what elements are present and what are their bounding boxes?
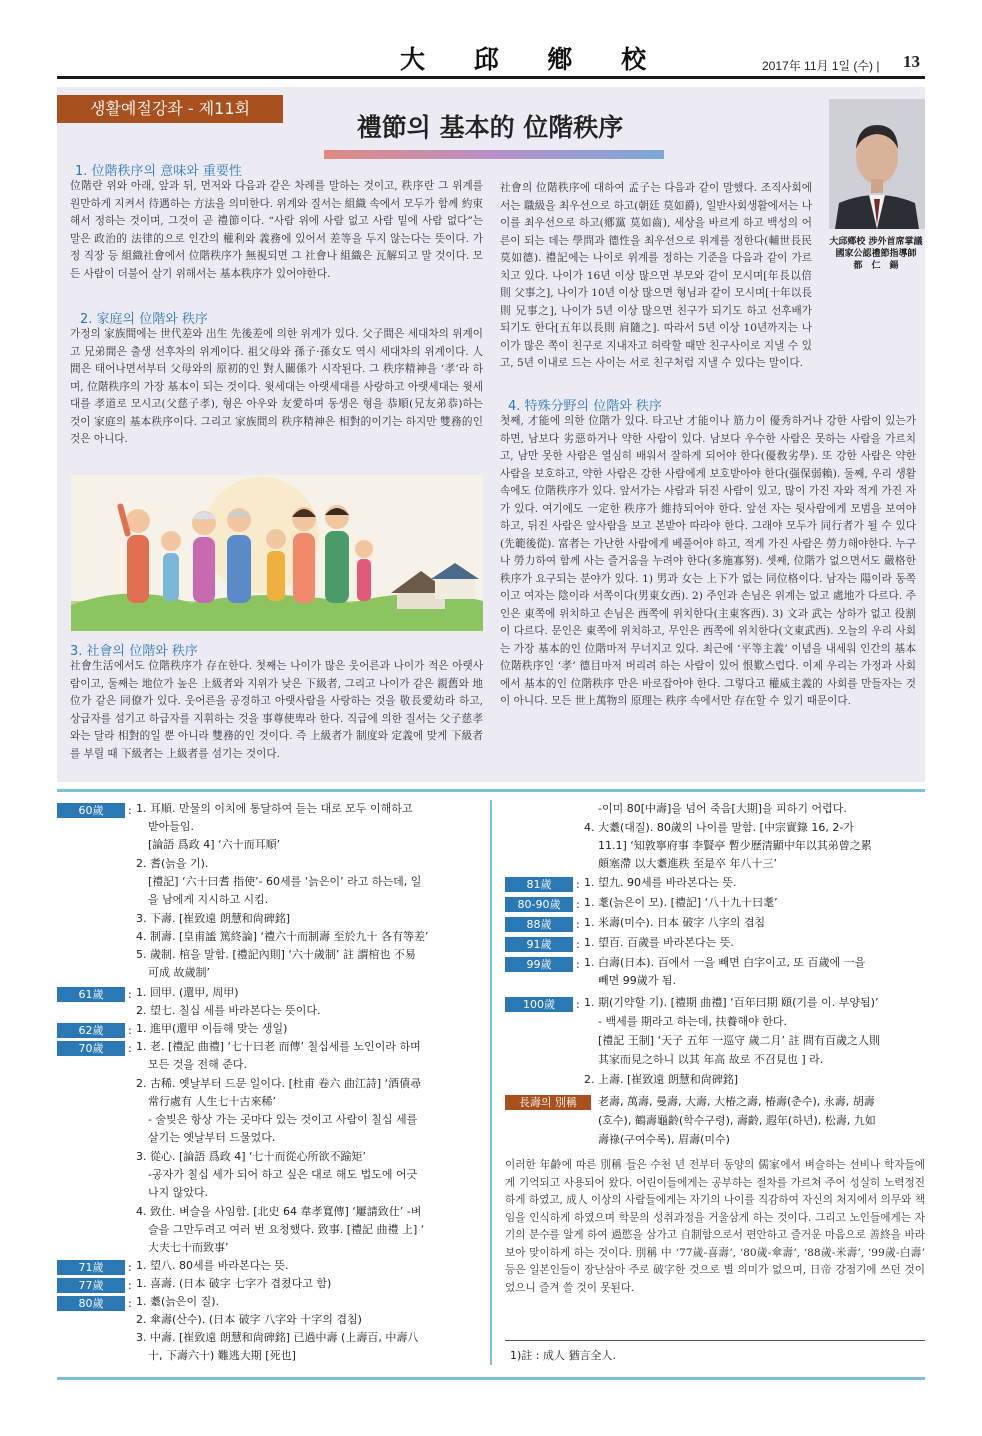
- age-badge: 81歲: [505, 877, 573, 892]
- section-body-3-cont: 社會의 位階秩序에 대하여 孟子는 다음과 같이 말했다. 조직사회에서는 職級을 최우선으로 하고(朝廷 莫如爵), 일반사회생활에서는 나이를 최우선으로 하고(鄕黨 莫如齒), 세상을 바르게 하고 백성의 어른이 되는 데는 學問과 德性을 최우선으로 위계를 정한다(輔世長民 莫如德). 禮記에는 나이로 위계를 정하는 기준을 다음과 같이 가르치고 있다. 나이가 16년 이상 많으면 부모와 같이 모시며[年長以倍則 父事之], 나이가 10년 이상 많으면 형님과 같이 모시며[十年以長則 兄事之], 나이가 5년 이상 많으면 친구가 되기도 하고 선후배가 되기도 한다[五年以長則 肩隨之]. 따라서 5년 이상 10년까지는 나이가 많은 쪽이 친구로 지내자고 허락할 때만 친구사이로 지낼 수 있고, 5년 이내로 드는 사이는 서로 친구처럼 지낼 수 있다는 말이다.: [500, 182, 812, 369]
- glossary-line: 1. 白壽(日本). 百에서 一을 빼면 白字이고, 또 百歲에 一을: [584, 956, 866, 969]
- glossary-line: 1. 喜壽. (日本 破字 七字가 겹쳤다고 함): [136, 1277, 332, 1290]
- author-title-1: 大邱鄕校 涉外首席掌議: [829, 237, 923, 247]
- issue-date: 2017年 11月 1일 (수) |: [762, 59, 880, 73]
- age-badge: 61歲: [57, 987, 125, 1002]
- age-badge: 62歲: [57, 1023, 125, 1038]
- glossary-line: 老壽, 萬壽, 曼壽, 大壽, 大椿之壽, 椿壽(춘수), 永壽, 胡壽: [598, 1095, 875, 1108]
- glossary-line: 을 남에게 지시하고 시킴.: [148, 893, 269, 906]
- section-heading-4: 4. 特殊分野의 位階와 秩序: [508, 399, 662, 414]
- glossary-line: 살기는 옛날부터 드물었다.: [148, 1131, 276, 1144]
- author-caption: [822, 236, 930, 272]
- glossary-line: 1. 米壽(미수). 日本 破字 八字의 겹침: [584, 916, 766, 929]
- glossary-line: 1. 望八. 80세를 바라본다는 뜻.: [136, 1259, 289, 1272]
- glossary-line: 1. 進甲(還甲 이듬해 맞는 생일): [136, 1022, 288, 1035]
- glossary-line: [禮記 王制] ‘天子 五年 一巡守 歲二月’ 註 問有百歲之人則: [598, 1034, 881, 1047]
- glossary-line: 其家而見之하니 以其 年高 故로 不召見也 ] 라.: [598, 1053, 824, 1066]
- column-divider: [490, 800, 492, 1365]
- age-badge: 77歲: [57, 1278, 125, 1293]
- author-title-2: 國家公認禮節指導師: [835, 249, 917, 259]
- glossary-line: 常行處有 人生七十古來稀’: [148, 1095, 276, 1108]
- glossary-line: 2. 傘壽(산수). (日本 破字 八字와 十字의 겹침): [136, 1313, 362, 1326]
- glossary-line: 4. 致仕. 벼슬을 사임함. [北史 64 韋孝寬傳] ‘屢請致仕’ -벼: [136, 1205, 422, 1218]
- glossary-line: 2. 耆(늙을 기).: [136, 857, 209, 870]
- glossary-line: 1. 望百. 百歲를 바라본다는 뜻.: [584, 936, 734, 949]
- section-heading-1: 1. 位階秩序의 意味와 重要性: [75, 164, 242, 179]
- glossary-line: -공자가 칠십 세가 되어 하고 싶은 대로 해도 법도에 어긋: [148, 1168, 418, 1181]
- glossary-line: 壽祿(구여수록), 眉壽(미수): [598, 1133, 730, 1146]
- glossary-line: 3. 下壽. [崔致遠 朗慧和尙碑銘]: [136, 912, 291, 925]
- glossary-line: 빼면 99歲가 됨.: [598, 974, 676, 987]
- section-body-2: 가정의 家族間에는 世代差와 出生 先後差에 의한 위계가 있다. 父子間은 세대차의 위계이고 兄弟間은 출생 선후차의 위계이다. 祖父母와 孫子·孫女도 역시 세대차의 위계이다. 人間은 태어나면서부터 父母와의 原初的인 對人關係가 시작된다. 그 秩序精神을 ‘孝’라 하며, 位階秩序의 가장 基本이 되는 것이다. 윗세대는 아랫세대를 사랑하고 아랫세대는 윗세대를 孝道로 모시고(父慈子孝), 형은 아우와 友愛하며 동생은 형을 恭順(兄友弟恭)하는 것이 家庭의 基本秩序이다. 그리고 家族間의 秩序精神은 相對的이기는 하지만 雙務的인 것은 아니다.: [70, 328, 483, 445]
- glossary-line: 3. 從心. [論語 爲政 4] ‘七十而從心所欲不踰矩’: [136, 1150, 367, 1163]
- glossary-line: - 술빚은 항상 가는 곳마다 있는 것이고 사람이 칠십 세를: [148, 1113, 418, 1126]
- footnote-rule: [505, 1340, 925, 1341]
- glossary-line: 2. 望七. 칠십 세를 바라본다는 뜻이다.: [136, 1004, 321, 1017]
- section-heading-3: 3. 社會의 位階와 秩序: [70, 644, 198, 659]
- glossary-line: [禮記] ‘六十曰耆 指使’- 60세를 ‘늙은이’ 라고 하는데, 일: [148, 875, 422, 888]
- headline: 禮節의 基本的 位階秩序: [356, 113, 624, 142]
- glossary-line: 1. 期(기약할 기). [禮期 曲禮] ‘百年曰期 頤(기를 이. 부양됨)’: [584, 996, 879, 1009]
- glossary-line: 모든 것을 전해 준다.: [148, 1058, 247, 1071]
- section-body-1: 位階란 위와 아래, 앞과 뒤, 먼저와 다음과 같은 차례를 말하는 것이고, 秩序란 그 위계를 원만하게 지켜서 待遇하는 方法을 의미한다. 위계와 질서는 組織 속에서 모두가 함께 約束해서 정하는 것이며, 그것이 곧 禮節이다. “사람 위에 사람 없고 사람 밑에 사람 없다”는 말은 政治的 法律的으로 인간의 權利와 義務에 있어서 差等을 두지 않는다는 뜻이다. 가정 직장 등 組織社會에서 位階秩序가 無視되면 그 社會나 組織은 瓦解되고 말 것이다. 모든 사람이 더불어 살기 위해서는 基本秩序가 있어야한다.: [70, 180, 483, 280]
- glossary-line: 4. 大耋(대질). 80歲의 나이를 말함. [中宗實錄 16, 2-가: [584, 821, 854, 834]
- page-number: 13: [903, 52, 920, 71]
- closing-paragraph: 이러한 年齡에 따른 別稱 들은 수천 년 전부터 동양의 儒家에서 벼슬하는 선비나 학자들에게 기억되고 사용되어 왔다. 어린이들에게는 공부하는 절차를 가르쳐 주어 성실히 노력정진하게 하였고, 成人 이상의 사람들에게는 자기의 나이를 직감하여 자신의 처지에서 의무와 책임을 인식하게 하였으며 학문의 성취과정을 거울삼게 하는 것이다. 그리고 노인들에게는 자기의 분수를 알게 하여 過慾을 삼가고 自制함으로서 편안하고 즐거운 마음으로 善終을 바라보아 맞이하게 하는 것이다. 別稱 中 ‘77歲-喜壽’, ‘80歲-傘壽’, ‘88歲-米壽’, ‘99歲-白壽’ 등은 일본인들이 장난삼아 주로 破字한 것으로 별 의미가 없으며, 日帝 강점기에 쓰던 것이었으니 즐겨 쓸 것이 못된다.: [505, 1159, 925, 1294]
- glossary-line: (호수), 鶴壽龜齡(학수구령), 壽齡, 遐年(하년), 松壽, 九如: [598, 1114, 876, 1127]
- glossary-line: 2. 古稀. 옛날부터 드문 일이다. [杜甫 卷六 曲江詩] ‘酒債尋: [136, 1077, 422, 1090]
- section-heading-2: 2. 家庭의 位階와 秩序: [80, 312, 208, 327]
- section-body-4: 첫째, 才能에 의한 位階가 있다. 타고난 才能이나 筋力이 優秀하거나 강한 사람이 있는가 하면, 남보다 劣惡하거나 약한 사람이 있다. 남보다 우수한 사람은 못하는 사람을 가르치고, 남만 못한 사람은 열심히 배워서 잘하게 되어야 한다(優敎劣學). 또 강한 사람은 약한 사람을 보호하고, 약한 사람은 강한 사람에게 보호받아야 한다(强保弱賴). 둘째, 우리 생활 속에도 位階秩序가 있다. 앞서가는 사람과 뒤진 사람이 있고, 많이 가진 자와 적게 가진 자가 있다. 여기에도 一定한 秩序가 維持되어야 한다. 앞선 자는 뒷사람에게 모범을 보여야 하고, 뒤진 사람은 앞사람을 보고 본받아 따라야 한다. 그래야 모두가 同行者가 될 수 있다(先範後從). 富者는 가난한 사람에게 베풀어야 하고, 적게 가진 사람은 勞力해야한다. 누구나 勞力하여 함께 사는 즐거움을 누려야 한다(多施寡努). 셋째, 位階가 없으면서도 嚴格한 秩序가 요구되는 분야가 있다. 1) 男과 女는 上下가 없는 同位格이다. 남자는 陽이라 동쪽이고 여자는 陰이라 서쪽이다(男東女西). 2) 주인과 손님은 위계는 없고 處地가 다르다. 주인은 東쪽에 위치하고 손님은 西쪽에 위치한다(主東客西). 3) 文과 武는 상하가 없고 役割이 다르다. 문인은 東쪽에 위치하고, 무인은 西쪽에 위치한다(文東武西). 오늘의 우리 사회는 가장 基本的인 位階마저 무너지고 있다. 최근에 ‘平等主義’ 이념을 내세워 인간의 基本 位階秩序인 ‘孝’ 德目마저 버리려 하는 사람이 있어 恨歎스럽다. 이제 우리는 가정과 사회에서 基本的인 位階秩序 만은 바로잡아야 한다. 그렇다고 權威主義的 사회를 만들자는 것이 아니다. 모든 世上萬物의 原理는 秩序 속에서만 存在할 수 있기 때문이다.: [500, 415, 916, 707]
- age-badge: 88歲: [505, 917, 573, 932]
- age-badge: 71歲: [57, 1260, 125, 1275]
- glossary-line: 1. 望九. 90세를 바라본다는 뜻.: [584, 876, 737, 889]
- age-badge: 99歲: [505, 957, 573, 972]
- glossary-line: 頗塞滯 以大耋進秩 至是卒 年八十三’: [598, 857, 777, 870]
- glossary-line: 1. 回甲. (還甲, 周甲): [136, 986, 239, 999]
- glossary-line: - 백세를 期라고 하는데, 扶養해야 한다.: [598, 1015, 787, 1028]
- glossary-line: -이미 80[中壽]을 넘어 죽음[大期]을 피하기 어렵다.: [598, 802, 847, 815]
- footnote: 1)註 : 成人 猶言全人.: [510, 1349, 616, 1362]
- age-badge: 100歲: [505, 997, 573, 1012]
- family-illustration: [71, 475, 483, 631]
- age-badge: 70歲: [57, 1041, 125, 1056]
- glossary-line: 十, 下壽六十) 難逃大期 [死也]: [148, 1349, 296, 1362]
- glossary-line: 大夫七十而致事’: [148, 1241, 229, 1254]
- author-photo: [829, 99, 925, 229]
- longevity-badge: 長壽의 別稱: [505, 1095, 591, 1110]
- age-badge: 60歲: [57, 803, 125, 818]
- headline-underline: [324, 150, 664, 159]
- glossary-line: 4. 制壽. [皇甫謐 篤終論] ‘禮六十而制壽 至於九十 各有等差’: [136, 930, 429, 943]
- series-label: 생활예절강좌 - 제11회: [57, 95, 283, 123]
- glossary-line: 2. 上壽. [崔致遠 朗慧和尙碑銘]: [584, 1073, 739, 1086]
- glossary-line: 可成 故歲制’: [148, 966, 210, 979]
- age-badge: 91歲: [505, 937, 573, 952]
- glossary-line: 1. 耳順. 만물의 이치에 통달하여 듣는 대로 모두 이해하고: [136, 802, 413, 815]
- glossary-line: 3. 中壽. [崔致遠 朗慧和尙碑銘] 已過中壽 (上壽百, 中壽八: [136, 1331, 419, 1344]
- glossary-line: 1. 耄(늙은이 모). [禮記] ‘八十九十曰耄’: [584, 896, 778, 909]
- glossary-line: [論語 爲政 4] ‘六十而耳順’: [148, 838, 281, 851]
- section-divider: [57, 789, 925, 792]
- author-name: 都 仁 錫: [853, 261, 899, 271]
- glossary-line: 슬을 그만두려고 여러 번 요청했다. 致事. [禮記 曲禮 上] ‘: [148, 1223, 425, 1236]
- glossary-line: 나지 않았다.: [148, 1186, 209, 1199]
- section-body-3: 社會生活에서도 位階秩序가 存在한다. 첫째는 나이가 많은 웃어른과 나이가 적은 아랫사람이고, 둘째는 地位가 높은 上級者와 지위가 낮은 下級者, 그리고 나이가 같은 親舊와 地位가 같은 同僚가 있다. 웃어른을 공경하고 아랫사람을 사랑하는 것을 敬長愛幼라 하고, 상급자를 섬기고 하급자를 지휘하는 것을 事尊使卑라 한다. 직급에 의한 질서는 父子慈孝와는 달라 相對的일 뿐 아니라 雙務的인 것이다. 즉 上級者가 制度와 定義에 맞게 下級者를 부릴 때 下級者는 上級者를 섬기는 것이다.: [70, 660, 483, 760]
- glossary-line: 5. 歲制. 棺을 말함. [禮記內則] ‘六十歲制’ 註 謂棺也 不易: [136, 948, 416, 961]
- age-badge: 80歲: [57, 1296, 125, 1311]
- masthead-rule: [57, 76, 925, 79]
- masthead: 大 邱 鄕 校: [400, 45, 667, 74]
- glossary-line: 11.1] ‘知敦寧府事 李賢亭 暫少歷清顯中年以其弟曾之累: [598, 839, 872, 852]
- glossary-line: 받아들임.: [148, 820, 195, 833]
- glossary-line: 1. 耋(늙은이 질).: [136, 1295, 220, 1308]
- glossary-line: 1. 老. [禮記 曲禮] ‘七十曰老 而傳’ 칠십세를 노인이라 하며: [136, 1040, 421, 1053]
- bottom-rule: [57, 1377, 925, 1380]
- age-badge: 80-90歲: [505, 897, 573, 912]
